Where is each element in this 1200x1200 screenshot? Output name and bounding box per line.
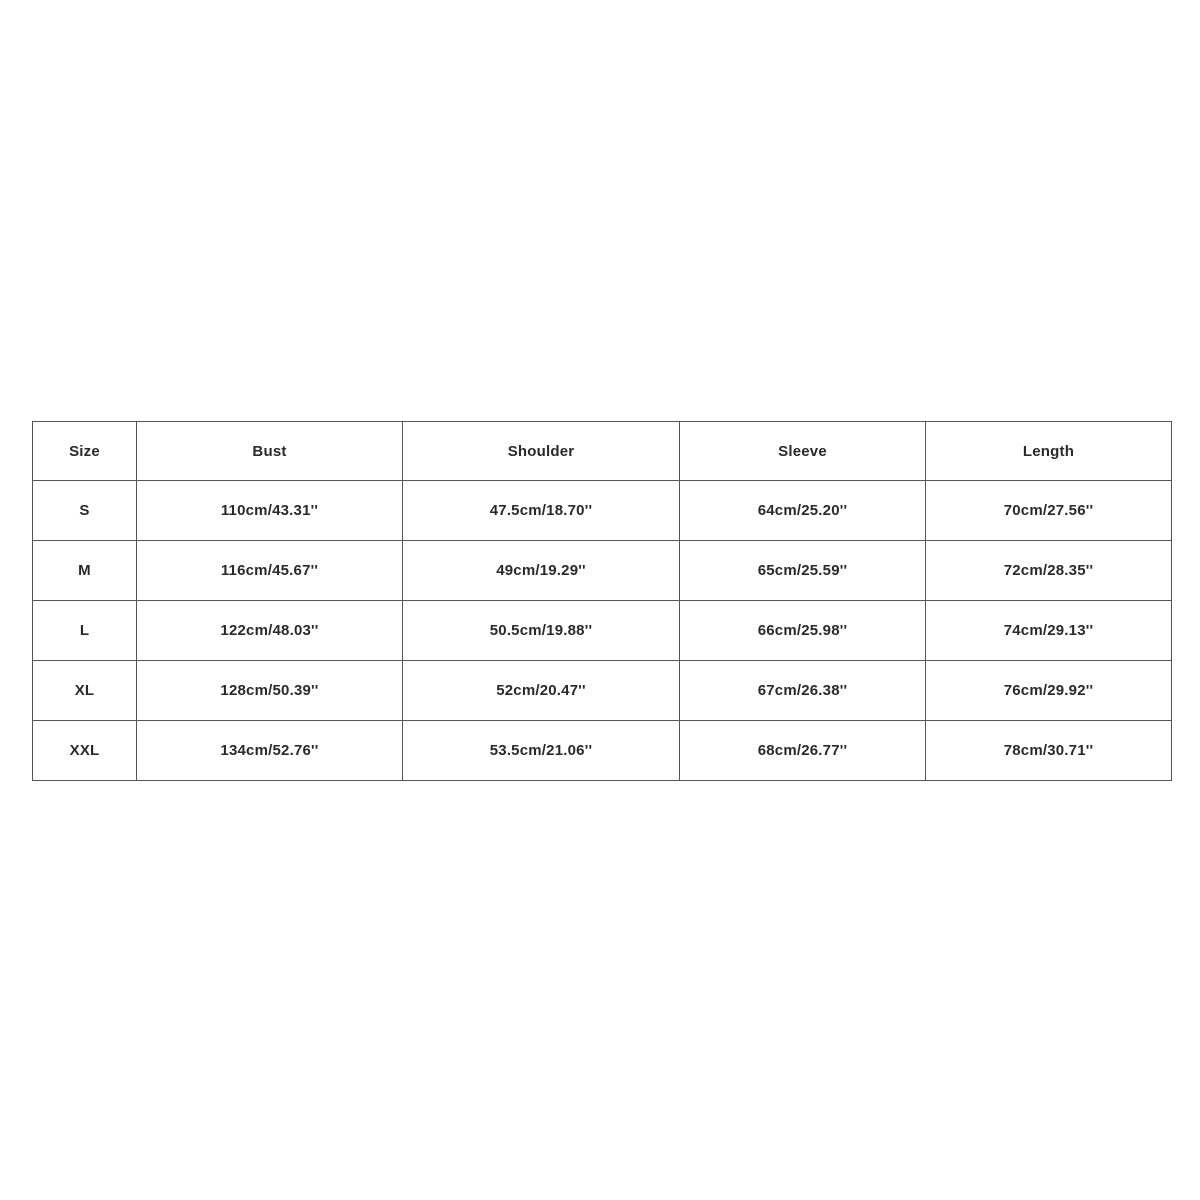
- cell-shoulder: 50.5cm/19.88'': [403, 601, 680, 661]
- cell-length: 72cm/28.35'': [926, 541, 1172, 601]
- cell-sleeve: 67cm/26.38'': [680, 661, 926, 721]
- table-row: [33, 541, 1172, 601]
- cell-size: XL: [33, 661, 137, 721]
- cell-sleeve: 64cm/25.20'': [680, 481, 926, 541]
- cell-size: S: [33, 481, 137, 541]
- header-size: Size: [33, 422, 137, 481]
- cell-shoulder: 53.5cm/21.06'': [403, 721, 680, 781]
- cell-size: L: [33, 601, 137, 661]
- cell-bust: 134cm/52.76'': [137, 721, 403, 781]
- cell-size: M: [33, 541, 137, 601]
- cell-shoulder: 47.5cm/18.70'': [403, 481, 680, 541]
- table-row: [33, 481, 1172, 541]
- cell-length: 78cm/30.71'': [926, 721, 1172, 781]
- table-row: [33, 601, 1172, 661]
- cell-sleeve: 65cm/25.59'': [680, 541, 926, 601]
- cell-sleeve: 66cm/25.98'': [680, 601, 926, 661]
- table-row: [33, 661, 1172, 721]
- cell-bust: 122cm/48.03'': [137, 601, 403, 661]
- table-row: [33, 721, 1172, 781]
- header-shoulder: Shoulder: [403, 422, 680, 481]
- cell-shoulder: 52cm/20.47'': [403, 661, 680, 721]
- cell-length: 70cm/27.56'': [926, 481, 1172, 541]
- cell-bust: 128cm/50.39'': [137, 661, 403, 721]
- cell-length: 76cm/29.92'': [926, 661, 1172, 721]
- size-chart-table: [32, 421, 1172, 781]
- header-length: Length: [926, 422, 1172, 481]
- cell-shoulder: 49cm/19.29'': [403, 541, 680, 601]
- cell-sleeve: 68cm/26.77'': [680, 721, 926, 781]
- header-bust: Bust: [137, 422, 403, 481]
- cell-bust: 116cm/45.67'': [137, 541, 403, 601]
- header-sleeve: Sleeve: [680, 422, 926, 481]
- cell-size: XXL: [33, 721, 137, 781]
- cell-length: 74cm/29.13'': [926, 601, 1172, 661]
- header-row: [33, 422, 1172, 481]
- cell-bust: 110cm/43.31'': [137, 481, 403, 541]
